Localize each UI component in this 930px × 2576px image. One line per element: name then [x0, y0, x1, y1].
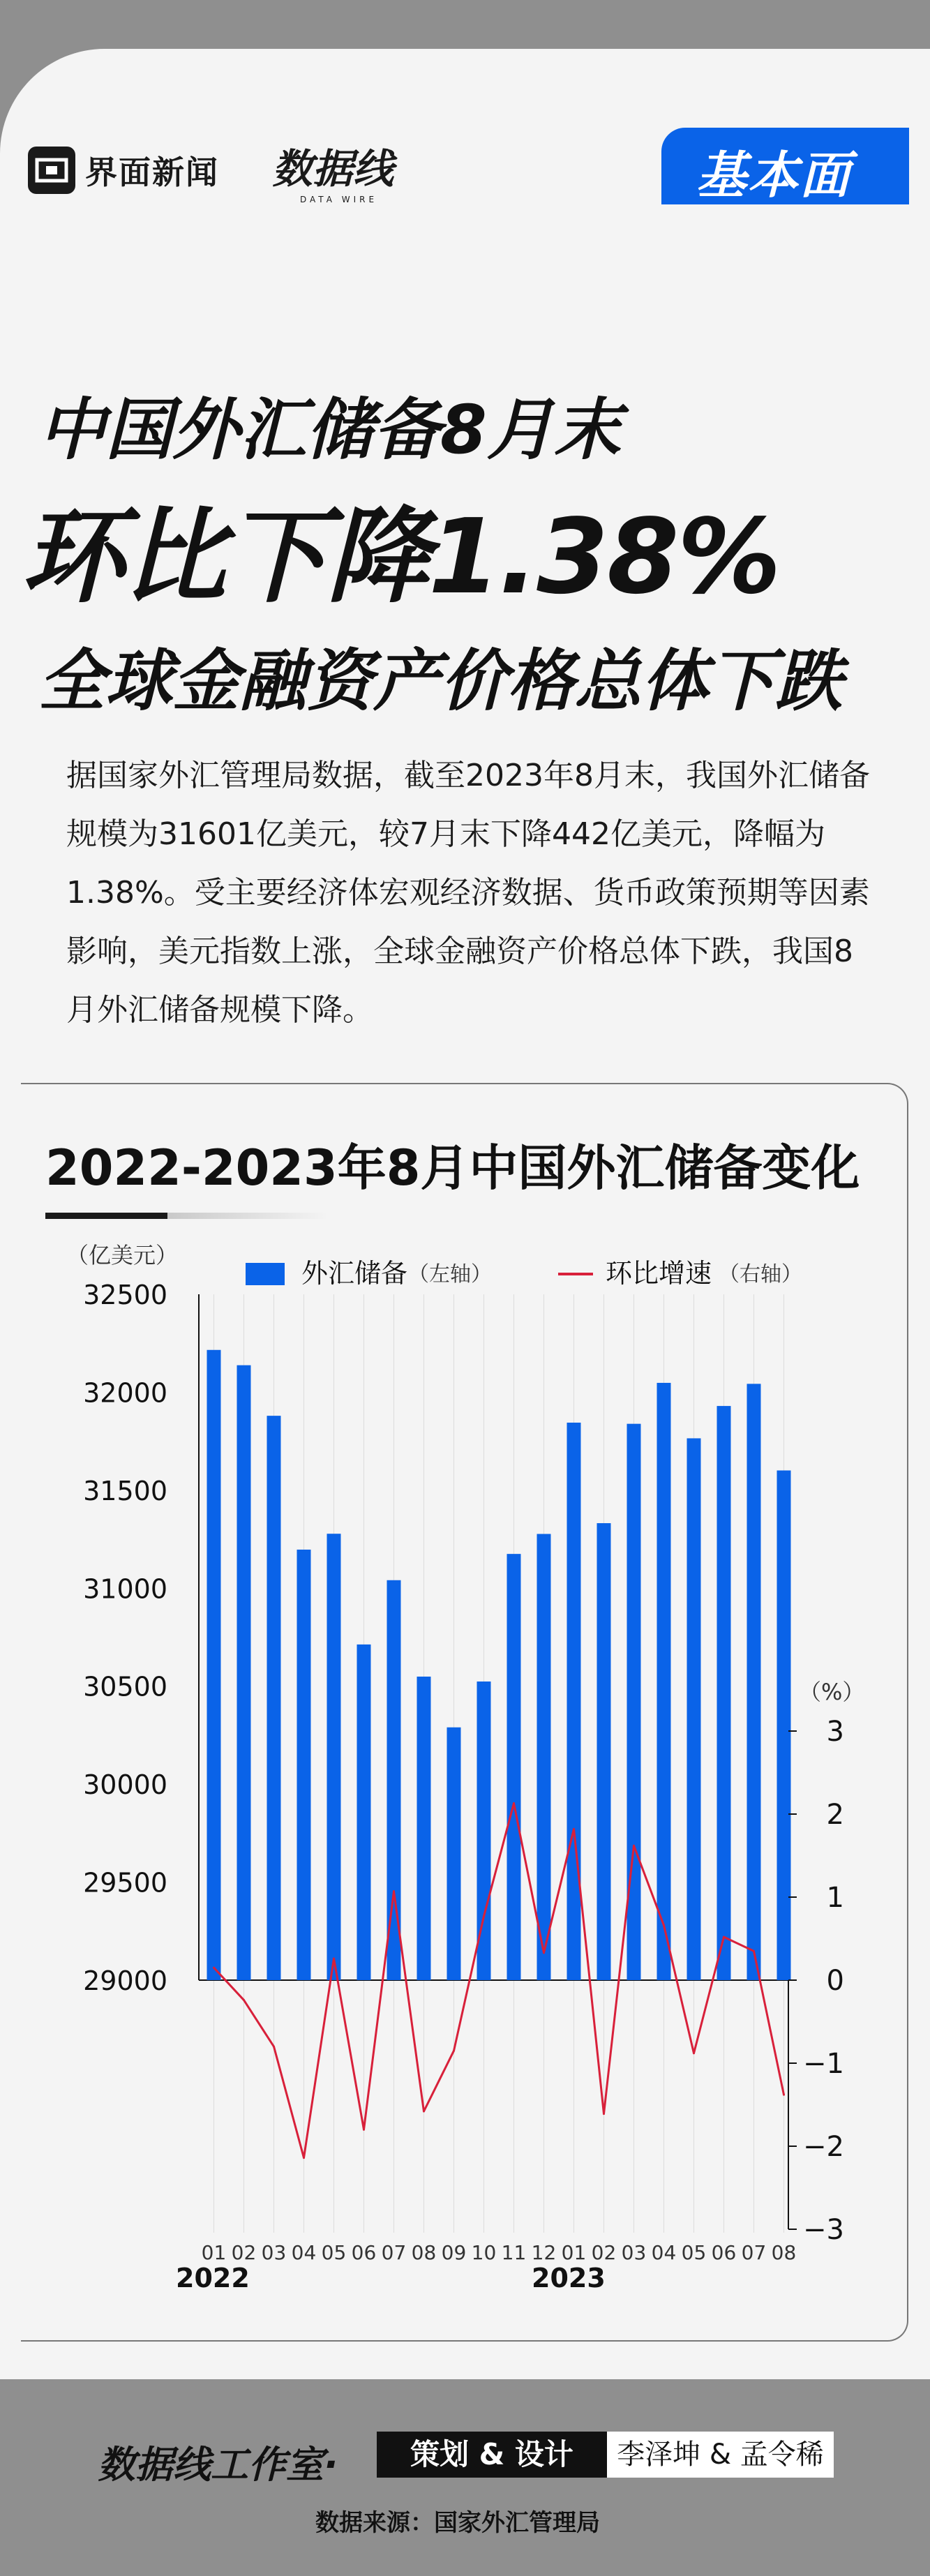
right-tick-label: 2: [826, 1799, 844, 1831]
x-tick-label: 10: [471, 2241, 497, 2264]
legend-bar-name: 外汇储备: [301, 1258, 408, 1289]
studio-name: 数据线工作室·: [98, 2443, 338, 2487]
headline-line3: 全球金融资产价格总体下跌: [38, 642, 842, 720]
left-tick-label: 32000: [83, 1377, 167, 1409]
point-mom-6: [363, 2129, 365, 2131]
bar-forex-12: [537, 1534, 551, 1980]
point-mom-2: [243, 1999, 245, 2001]
right-tick-label: −3: [803, 2214, 844, 2246]
brand-name: 界面新闻: [85, 153, 219, 191]
x-tick-label: 02: [591, 2241, 617, 2264]
point-mom-20: [783, 2094, 785, 2096]
year-label-2023: 2023: [532, 2263, 606, 2293]
right-tick-label: −1: [803, 2048, 844, 2080]
year-label-2022: 2022: [176, 2263, 250, 2293]
point-mom-4: [303, 2157, 305, 2159]
left-tick-label: 31000: [83, 1573, 167, 1605]
left-tick-label: 32500: [83, 1280, 167, 1310]
left-tick-label: 29500: [83, 1867, 167, 1899]
point-mom-12: [543, 1952, 545, 1954]
point-mom-19: [753, 1950, 755, 1952]
bar-forex-5: [327, 1534, 341, 1980]
headline-line2: 环比下降1.38%: [21, 497, 780, 617]
point-mom-7: [393, 1890, 395, 1892]
point-mom-9: [453, 2050, 455, 2052]
legend-line-axis: （右轴）: [719, 1262, 802, 1287]
sub-brand-name: 数据线: [272, 145, 394, 193]
legend-bar-axis: （左轴）: [408, 1262, 492, 1287]
left-tick-label: 30000: [83, 1769, 167, 1801]
bar-forex-17: [687, 1438, 701, 1980]
headline-line1: 中国外汇储备8月末: [38, 391, 621, 469]
badge-label: 基本面: [696, 146, 852, 204]
sub-brand-en: DATA WIRE: [300, 195, 378, 204]
x-tick-label: 05: [681, 2241, 707, 2264]
point-mom-13: [573, 1828, 575, 1830]
x-tick-label: 06: [711, 2241, 737, 2264]
x-tick-label: 09: [441, 2241, 467, 2264]
x-tick-label: 04: [651, 2241, 677, 2264]
point-mom-10: [483, 1915, 485, 1917]
bar-forex-19: [747, 1384, 761, 1980]
data-source: 数据来源：国家外汇管理局: [315, 2509, 600, 2537]
right-tick-label: −2: [803, 2131, 844, 2163]
x-tick-label: 05: [321, 2241, 347, 2264]
left-tick-label: 31500: [83, 1475, 167, 1506]
x-tick-label: 12: [531, 2241, 557, 2264]
x-tick-label: 03: [261, 2241, 287, 2264]
right-tick-label: 3: [826, 1716, 844, 1748]
x-tick-label: 01: [201, 2241, 227, 2264]
legend-line-name: 环比增速: [606, 1258, 712, 1289]
bar-forex-4: [297, 1550, 311, 1980]
intro-paragraph: 据国家外汇管理局数据，截至2023年8月末，我国外汇储备规模为31601亿美元，较7月末下降442亿美元，降幅为1.38%。受主要经济体宏观经济数据、货币政策预期等因素影响，美元指数上涨，全球金融资产价格总体下跌，我国8月外汇储备规模下降。: [66, 758, 870, 1028]
x-tick-label: 11: [501, 2241, 527, 2264]
x-tick-label: 04: [291, 2241, 317, 2264]
credit-names: 李泽坤 & 孟令稀: [607, 2432, 834, 2478]
point-mom-18: [723, 1936, 725, 1938]
x-tick-label: 07: [741, 2241, 767, 2264]
legend-bar-swatch: [246, 1263, 285, 1285]
x-tick-label: 08: [771, 2241, 797, 2264]
right-tick-label: 1: [826, 1882, 844, 1914]
bar-forex-11: [507, 1554, 521, 1980]
left-tick-label: 30500: [83, 1671, 167, 1702]
bar-forex-8: [417, 1677, 431, 1980]
x-tick-label: 07: [381, 2241, 407, 2264]
bar-forex-3: [267, 1416, 281, 1980]
x-tick-label: 06: [351, 2241, 377, 2264]
left-axis-unit: （亿美元）: [66, 1242, 179, 1268]
point-mom-14: [603, 2113, 605, 2115]
point-mom-5: [333, 1958, 335, 1960]
left-tick-label: 29000: [83, 1965, 167, 1996]
point-mom-16: [663, 1924, 665, 1926]
credit-role: 策划 & 设计: [377, 2432, 607, 2478]
point-mom-11: [513, 1802, 515, 1804]
bar-forex-2: [237, 1365, 251, 1980]
point-mom-15: [633, 1845, 635, 1847]
x-tick-label: 08: [411, 2241, 437, 2264]
bar-forex-16: [657, 1383, 671, 1980]
x-tick-label: 02: [231, 2241, 257, 2264]
point-mom-3: [273, 2046, 275, 2048]
chart-title: 2022-2023年8月中国外汇储备变化: [45, 1139, 860, 1197]
bar-forex-18: [717, 1406, 731, 1980]
bar-forex-14: [597, 1523, 611, 1980]
x-tick-label: 03: [621, 2241, 647, 2264]
bar-forex-1: [207, 1350, 221, 1980]
x-tick-label: 01: [561, 2241, 587, 2264]
bar-forex-9: [447, 1728, 461, 1980]
bar-forex-20: [777, 1470, 791, 1980]
point-mom-1: [213, 1967, 215, 1969]
right-axis-unit: （%）: [799, 1679, 865, 1705]
right-tick-label: 0: [826, 1965, 844, 1997]
bar-forex-6: [357, 1645, 371, 1980]
bar-forex-13: [567, 1423, 581, 1980]
point-mom-8: [423, 2111, 425, 2113]
point-mom-17: [693, 2052, 695, 2054]
